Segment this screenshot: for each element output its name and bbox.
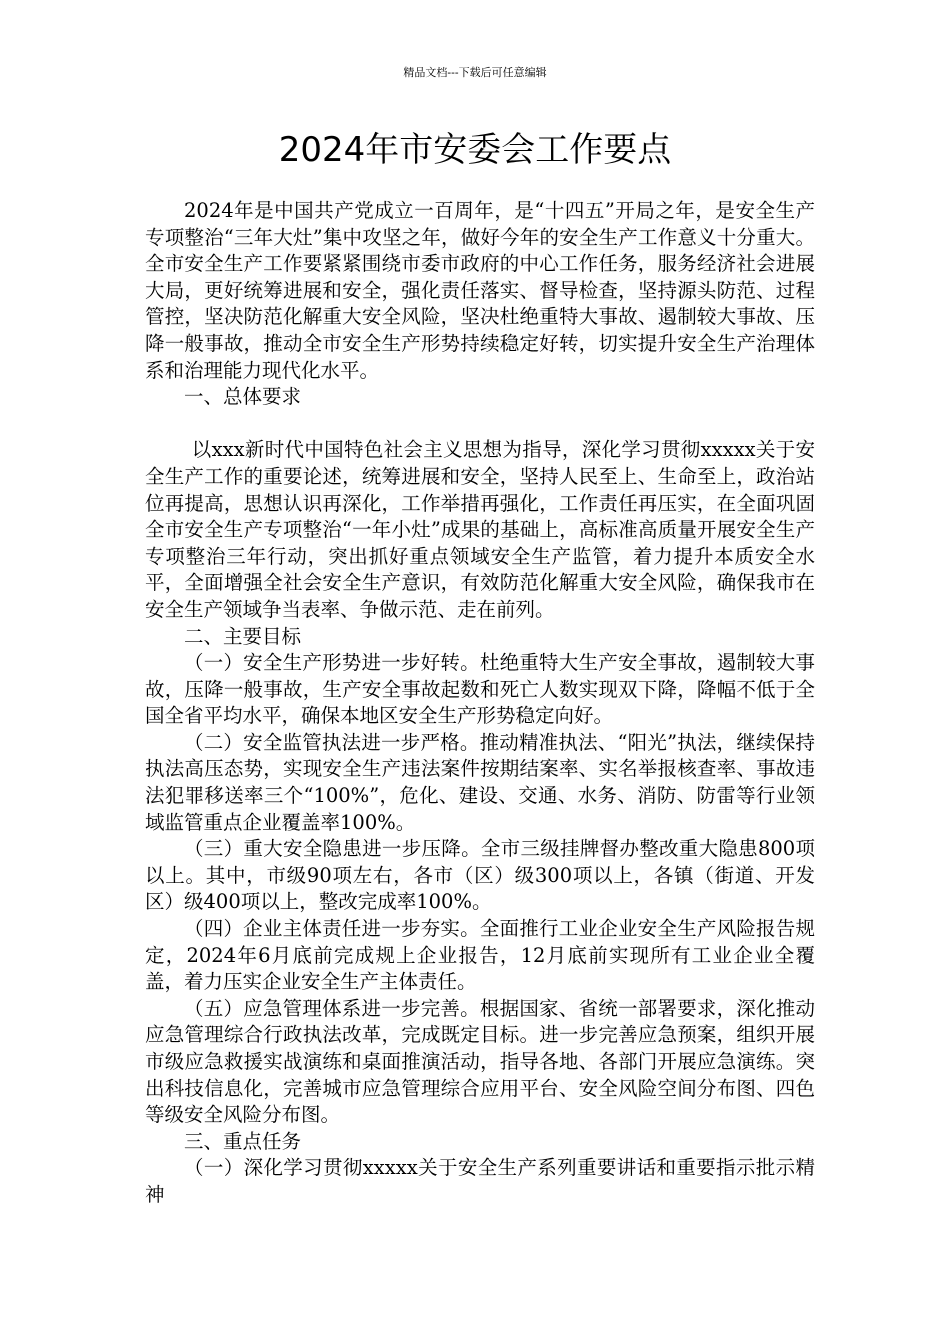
blank-line bbox=[145, 411, 815, 438]
document-title: 2024年市安委会工作要点 bbox=[278, 130, 672, 170]
intro-paragraph: 2024年是中国共产党成立一百周年，是“十四五”开局之年，是安全生产专项整治“三年大灶”集中攻坚之年，做好今年的安全生产工作意义十分重大。全市安全生产工作要紧紧围绕市委市政府的中心工作任务，服务经济社会进展大局，更好统筹进展和安全，强化责任落实、督导检查，坚持源头防范、过程管控，坚决防范化解重大安全风险，坚决杜绝重特大事故、遏制较大事故、压降一般事故，推动全市安全生产形势持续稳定好转，切实提升安全生产治理体系和治理能力现代化水平。 bbox=[145, 199, 815, 382]
goal-paragraph-5: （五）应急管理体系进一步完善。根据国家、省统一部署要求，深化推动应急管理综合行政执法改革，完成既定目标。进一步完善应急预案，组织开展市级应急救援实战演练和桌面推演活动，指导各地、各部门开展应急演练。突出科技信息化，完善城市应急管理综合应用平台、安全风险空间分布图、四色等级安全风险分布图。 bbox=[145, 996, 815, 1127]
goal-paragraph-1: （一）安全生产形势进一步好转。杜绝重特大生产安全事故，遏制较大事故，压降一般事故，生产安全事故起数和死亡人数实现双下降，降幅不低于全国全省平均水平，确保本地区安全生产形势稳定向好。 bbox=[145, 651, 815, 728]
header-note: 精品文档---下载后可任意编辑 bbox=[403, 66, 547, 79]
goal-paragraph-3: （三）重大安全隐患进一步压降。全市三级挂牌督办整改重大隐患800项以上。其中，市级90项左右，各市（区）级300项以上，各镇（街道、开发区）级400项以上，整改完成率100%。 bbox=[145, 837, 815, 914]
section-heading-main-goals: 二、主要目标 bbox=[184, 624, 302, 648]
general-requirements-paragraph: 以xxx新时代中国特色社会主义思想为指导，深化学习贯彻xxxxx关于安全生产工作的重要论述，统筹进展和安全，坚持人民至上、生命至上，政治站位再提高，思想认识再深化，工作举措再强化，工作责任再压实，在全面巩固全市安全生产专项整治“一年小灶”成果的基础上，高标准高质量开展安全生产专项整治三年行动，突出抓好重点领域安全生产监管，着力提升本质安全水平，全面增强全社会安全生产意识，有效防范化解重大安全风险，确保我市在安全生产领域争当表率、争做示范、走在前列。 bbox=[145, 438, 815, 621]
section-heading-key-tasks: 三、重点任务 bbox=[184, 1129, 302, 1153]
document-body bbox=[145, 198, 815, 1209]
goal-paragraph-4: （四）企业主体责任进一步夯实。全面推行工业企业安全生产风险报告规定，2024年6月底前完成规上企业报告，12月底前实现所有工业企业全覆盖，着力压实企业安全生产主体责任。 bbox=[145, 917, 815, 994]
task-paragraph-1: （一）深化学习贯彻xxxxx关于安全生产系列重要讲话和重要指示批示精神 bbox=[145, 1156, 815, 1206]
goal-paragraph-2: （二）安全监管执法进一步严格。推动精准执法、“阳光”执法，继续保持执法高压态势，实现安全生产违法案件按期结案率、实名举报核查率、事故违法犯罪移送率三个“100%”，危化、建设、交通、水务、消防、防雷等行业领域监管重点企业覆盖率100%。 bbox=[145, 730, 815, 834]
section-heading-general-requirements: 一、总体要求 bbox=[184, 385, 302, 409]
